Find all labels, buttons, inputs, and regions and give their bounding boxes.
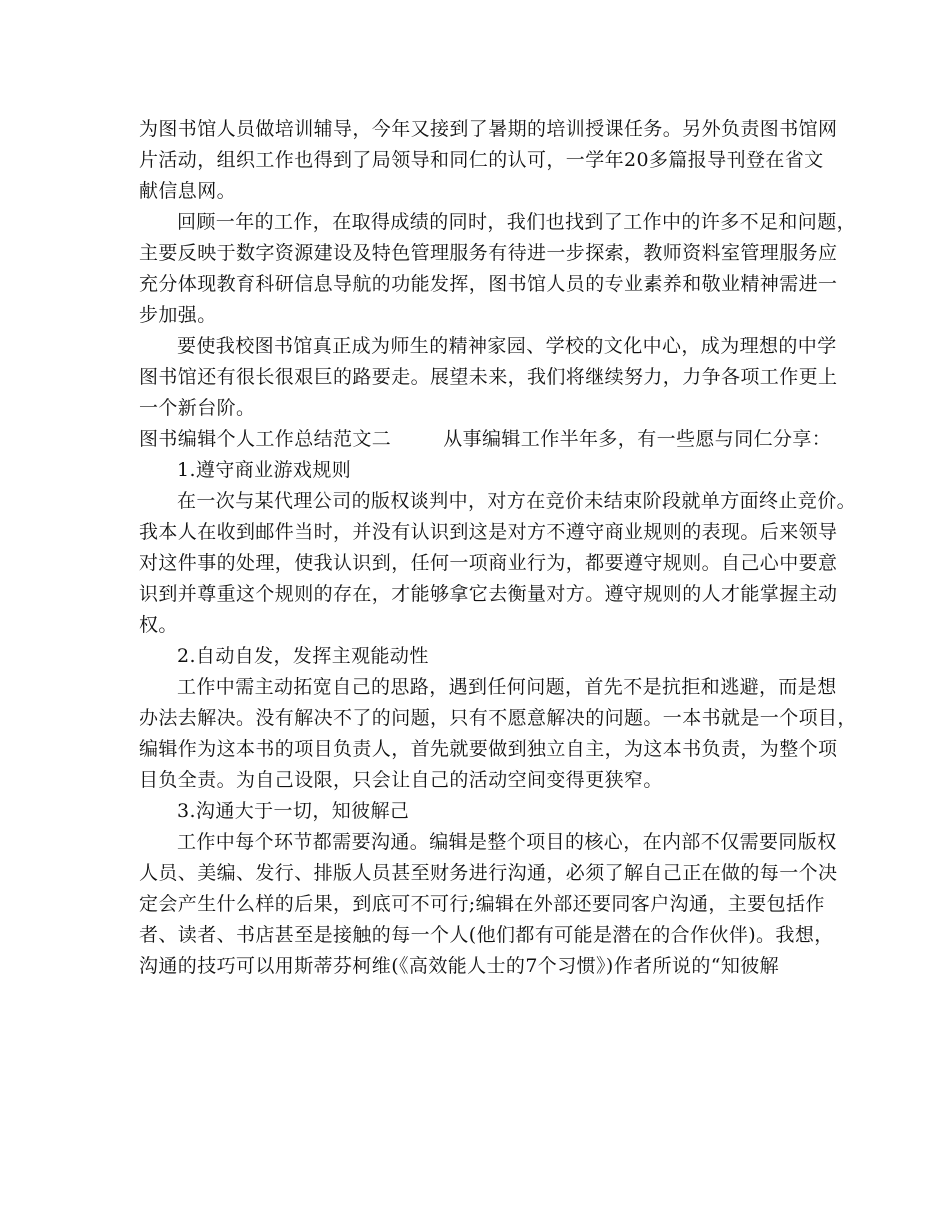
- text-line: 我本人在收到邮件当时，并没有认识到这是对方不遵守商业规则的表现。后来领导: [139, 521, 838, 543]
- text-line: 编辑作为这本书的项目负责人，首先就要做到独立自主，为这本书负责，为整个项: [139, 738, 838, 760]
- text-line: 人员、美编、发行、排版人员甚至财务进行沟通，必须了解自己正在做的每一个决: [139, 862, 838, 884]
- text-line: 识到并尊重这个规则的存在，才能够拿它去衡量对方。遵守规则的人才能掌握主动: [139, 583, 838, 605]
- text-line: 献信息网。: [139, 180, 237, 202]
- section-intro: 从事编辑工作半年多，有一些愿与同仁分享：: [443, 428, 832, 450]
- text-line: 步加强。: [139, 304, 217, 326]
- text-line: 目负全责。为自己设限，只会让自己的活动空间变得更狭窄。: [139, 769, 663, 791]
- subheading-line: 1.遵守商业游戏规则: [177, 459, 352, 481]
- subheading-line: 2.自动自发，发挥主观能动性: [177, 645, 429, 667]
- section-heading-line: [139, 424, 832, 455]
- text-line: 主要反映于数字资源建设及特色管理服务有待进一步探索，教师资料室管理服务应: [139, 242, 838, 264]
- text-line: 片活动，组织工作也得到了局领导和同仁的认可，一学年20多篇报导刊登在省文: [139, 149, 824, 171]
- paragraph-start-line: 工作中每个环节都需要沟通。编辑是整个项目的核心，在内部不仅需要同版权: [177, 831, 837, 853]
- paragraph-start-line: 回顾一年的工作，在取得成绩的同时，我们也找到了工作中的许多不足和问题，: [177, 211, 857, 233]
- text-line: 定会产生什么样的后果，到底可不可行;编辑在外部还要同客户沟通，主要包括作: [139, 893, 825, 915]
- text-line: 充分体现教育科研信息导航的功能发挥，图书馆人员的专业素养和敬业精神需进一: [139, 273, 838, 295]
- paragraph-start-line: 工作中需主动拓宽自己的思路，遇到任何问题，首先不是抗拒和逃避，而是想: [177, 676, 837, 698]
- text-line: 办法去解决。没有解决不了的问题，只有不愿意解决的问题。一本书就是一个项目，: [139, 707, 857, 729]
- text-line: 者、读者、书店甚至是接触的每一个人(他们都有可能是潜在的合作伙伴)。我想，: [139, 924, 834, 946]
- text-line: 对这件事的处理，使我认识到，任何一项商业行为，都要遵守规则。自己心中要意: [139, 552, 838, 574]
- text-line: 为图书馆人员做培训辅导，今年又接到了暑期的培训授课任务。另外负责图书馆网: [139, 118, 838, 140]
- paragraph-start-line: 要使我校图书馆真正成为师生的精神家园、学校的文化中心，成为理想的中学: [177, 335, 837, 357]
- text-line: 一个新台阶。: [139, 397, 256, 419]
- text-line: 图书馆还有很长很艰巨的路要走。展望未来，我们将继续努力，力争各项工作更上: [139, 366, 838, 388]
- text-line: 权。: [139, 614, 178, 636]
- subheading-line: 3.沟通大于一切，知彼解己: [177, 800, 410, 822]
- document-body: [139, 114, 857, 982]
- paragraph-start-line: 在一次与某代理公司的版权谈判中，对方在竞价未结束阶段就单方面终止竞价。: [177, 490, 857, 512]
- text-line: 沟通的技巧可以用斯蒂芬柯维(《高效能人士的7个习惯》)作者所说的“知彼解: [139, 955, 780, 977]
- section-title: 图书编辑个人工作总结范文二: [139, 428, 392, 450]
